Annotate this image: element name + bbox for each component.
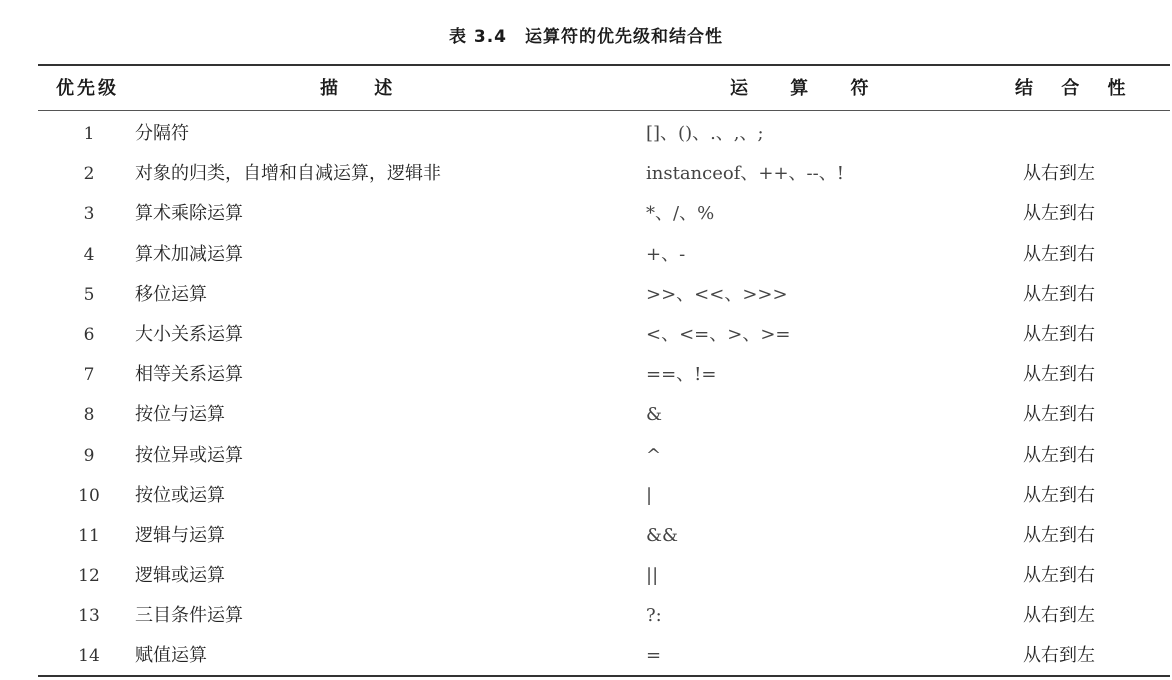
associativity-cell: 从左到右 [1023, 404, 1095, 426]
precedence-cell: 3 [83, 204, 95, 225]
table-row [38, 436, 1170, 476]
operators-cell: && [646, 524, 679, 546]
header-divider [38, 110, 1170, 111]
operators-cell: | [646, 484, 653, 506]
table-row [38, 355, 1170, 395]
associativity-cell: 从左到右 [1023, 243, 1095, 265]
precedence-cell: 14 [78, 646, 100, 667]
precedence-cell: 8 [83, 405, 95, 426]
description-cell: 相等关系运算 [135, 364, 243, 386]
header-description: 描 述 [320, 78, 393, 99]
associativity-cell: 从左到右 [1023, 444, 1095, 466]
header-precedence: 优先级 [56, 78, 119, 99]
description-cell: 移位运算 [135, 283, 207, 305]
precedence-cell: 13 [78, 606, 100, 627]
description-cell: 按位或运算 [135, 484, 225, 506]
table-row [38, 596, 1170, 636]
associativity-cell: 从右到左 [1023, 163, 1095, 185]
description-cell: 分隔符 [135, 123, 189, 144]
description-cell: 算术加减运算 [135, 243, 243, 265]
table-caption [0, 22, 1172, 47]
associativity-cell: 从左到右 [1023, 565, 1095, 587]
associativity-cell: 从右到左 [1023, 645, 1095, 667]
operators-cell: []、()、.、,、; [646, 123, 764, 144]
precedence-cell: 6 [83, 324, 95, 345]
precedence-cell: 7 [83, 365, 95, 386]
header-associativity: 结 合 性 [1015, 78, 1126, 99]
table-row [38, 395, 1170, 435]
precedence-cell: 11 [78, 525, 100, 546]
description-cell: 逻辑或运算 [135, 565, 225, 587]
table-row [38, 194, 1170, 234]
table-bottom-rule [38, 675, 1170, 677]
precedence-cell: 2 [83, 164, 95, 185]
description-cell: 算术乘除运算 [135, 203, 243, 225]
precedence-cell: 1 [83, 124, 95, 144]
precedence-cell: 10 [78, 485, 100, 506]
associativity-cell: 从左到右 [1023, 484, 1095, 506]
table-row [38, 154, 1170, 194]
operators-cell: <、<=、>、>= [646, 323, 791, 345]
table-row [38, 636, 1170, 676]
operators-cell: & [646, 404, 663, 426]
table-row [38, 476, 1170, 516]
table-row [38, 275, 1170, 315]
table-row [38, 315, 1170, 355]
operators-cell: ^ [646, 444, 662, 466]
associativity-cell: 从左到右 [1023, 524, 1095, 546]
table-title: 运算符的优先级和结合性 [525, 27, 724, 47]
operators-cell: >>、<<、>>> [646, 283, 788, 305]
table-row [38, 235, 1170, 275]
operators-cell: *、/、% [646, 203, 715, 225]
associativity-cell: 从左到右 [1023, 283, 1095, 305]
associativity-cell: 从左到右 [1023, 203, 1095, 225]
operators-cell: ==、!= [646, 364, 717, 386]
associativity-cell: 从左到右 [1023, 364, 1095, 386]
precedence-cell: 4 [83, 244, 95, 265]
precedence-cell: 9 [83, 445, 95, 466]
precedence-cell: 5 [83, 284, 95, 305]
associativity-cell: 从右到左 [1023, 605, 1095, 627]
associativity-cell: 从左到右 [1023, 323, 1095, 345]
operators-cell: ?: [646, 605, 662, 627]
table-row [38, 516, 1170, 556]
description-cell: 逻辑与运算 [135, 524, 225, 546]
header-operators: 运 算 符 [730, 78, 869, 99]
description-cell: 三目条件运算 [135, 605, 243, 627]
table-row [38, 114, 1170, 154]
description-cell: 大小关系运算 [135, 323, 243, 345]
description-cell: 按位与运算 [135, 404, 225, 426]
operators-cell: || [646, 565, 659, 587]
description-cell: 按位异或运算 [135, 444, 243, 466]
table-row [38, 556, 1170, 596]
table-number: 表 3.4 [448, 27, 508, 47]
precedence-cell: 12 [78, 566, 100, 587]
operators-cell: = [646, 645, 662, 667]
table-body [38, 114, 1170, 677]
operators-cell: instanceof、++、--、! [646, 163, 844, 185]
operators-cell: +、- [646, 243, 686, 265]
description-cell: 对象的归类，自增和自减运算，逻辑非 [135, 163, 441, 185]
description-cell: 赋值运算 [135, 645, 207, 667]
table-top-rule [38, 64, 1170, 66]
